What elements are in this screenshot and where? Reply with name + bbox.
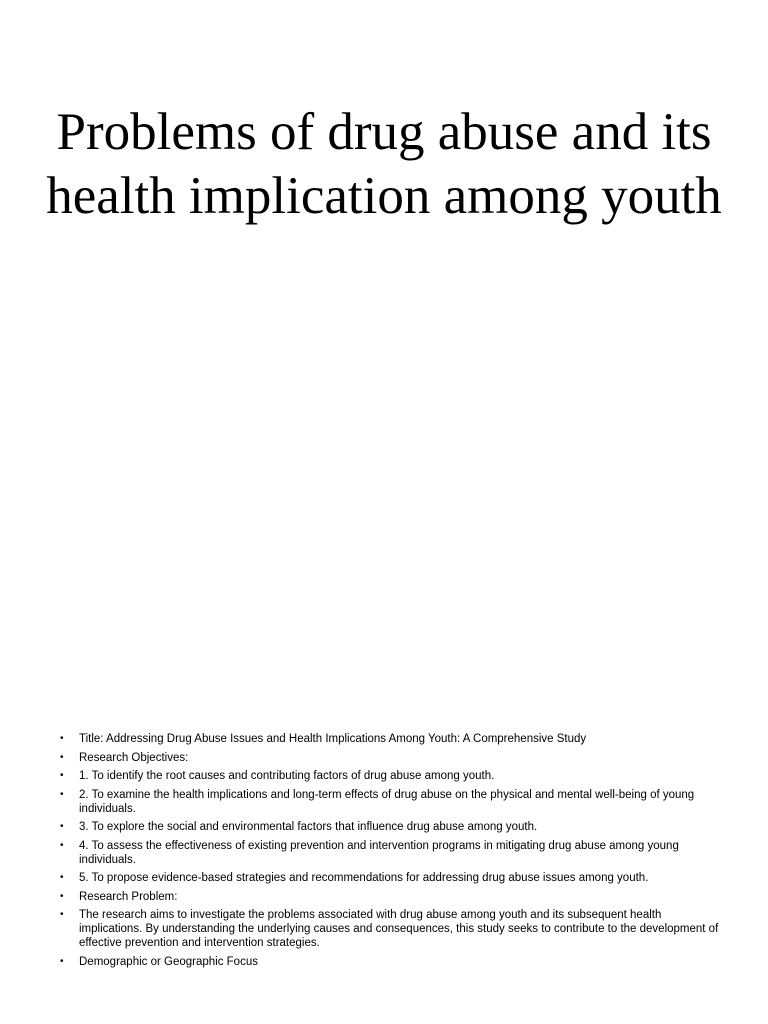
bullet-icon: • [60, 955, 64, 967]
list-item-text: Demographic or Geographic Focus [79, 955, 258, 968]
slide-title: Problems of drug abuse and its health implication among youth [46, 103, 722, 225]
list-item-text: 3. To explore the social and environmental factors that influence drug abuse among youth. [79, 821, 538, 833]
list-item-text: 4. To assess the effectiveness of existing prevention and intervention programs in mitigating drug abuse among young individuals. [79, 839, 679, 866]
bullet-icon: • [60, 890, 64, 902]
list-item-text: 2. To examine the health implications and long-term effects of drug abuse on the physical and mental well-being of young individuals. [79, 788, 695, 815]
list-item [60, 820, 720, 834]
list-item [60, 908, 720, 950]
bullet-icon: • [60, 733, 64, 744]
list-item-text: 1. To identify the root causes and contributing factors of drug abuse among youth. [79, 770, 495, 782]
list-item [60, 955, 720, 969]
list-item [60, 751, 720, 765]
list-item [60, 769, 720, 783]
list-item [60, 732, 720, 746]
bullet-icon: • [60, 751, 64, 763]
list-item-text: 5. To propose evidence-based strategies and recommendations for addressing drug abuse issues among youth. [79, 872, 649, 884]
list-item-text: Research Problem: [79, 890, 178, 903]
bullet-icon: • [60, 821, 64, 832]
list-item [60, 871, 720, 885]
bullet-icon: • [60, 839, 64, 851]
bullet-icon: • [60, 770, 64, 781]
list-item-text: Title: Addressing Drug Abuse Issues and Health Implications Among Youth: A Comprehensive Study [79, 733, 587, 745]
list-item [60, 839, 720, 867]
bullet-icon: • [60, 909, 64, 920]
list-item [60, 890, 720, 904]
bullet-icon: • [60, 788, 64, 800]
list-item-text: The research aims to investigate the problems associated with drug abuse among youth and its subsequent health implications. By understanding the underlying causes and consequences, this study seeks to contribute to the development of effective prevention and intervention strategies. [79, 909, 719, 949]
list-item-text: Research Objectives: [79, 751, 189, 764]
list-item [60, 788, 720, 816]
bullet-icon: • [60, 872, 64, 883]
bullet-list [60, 732, 720, 973]
